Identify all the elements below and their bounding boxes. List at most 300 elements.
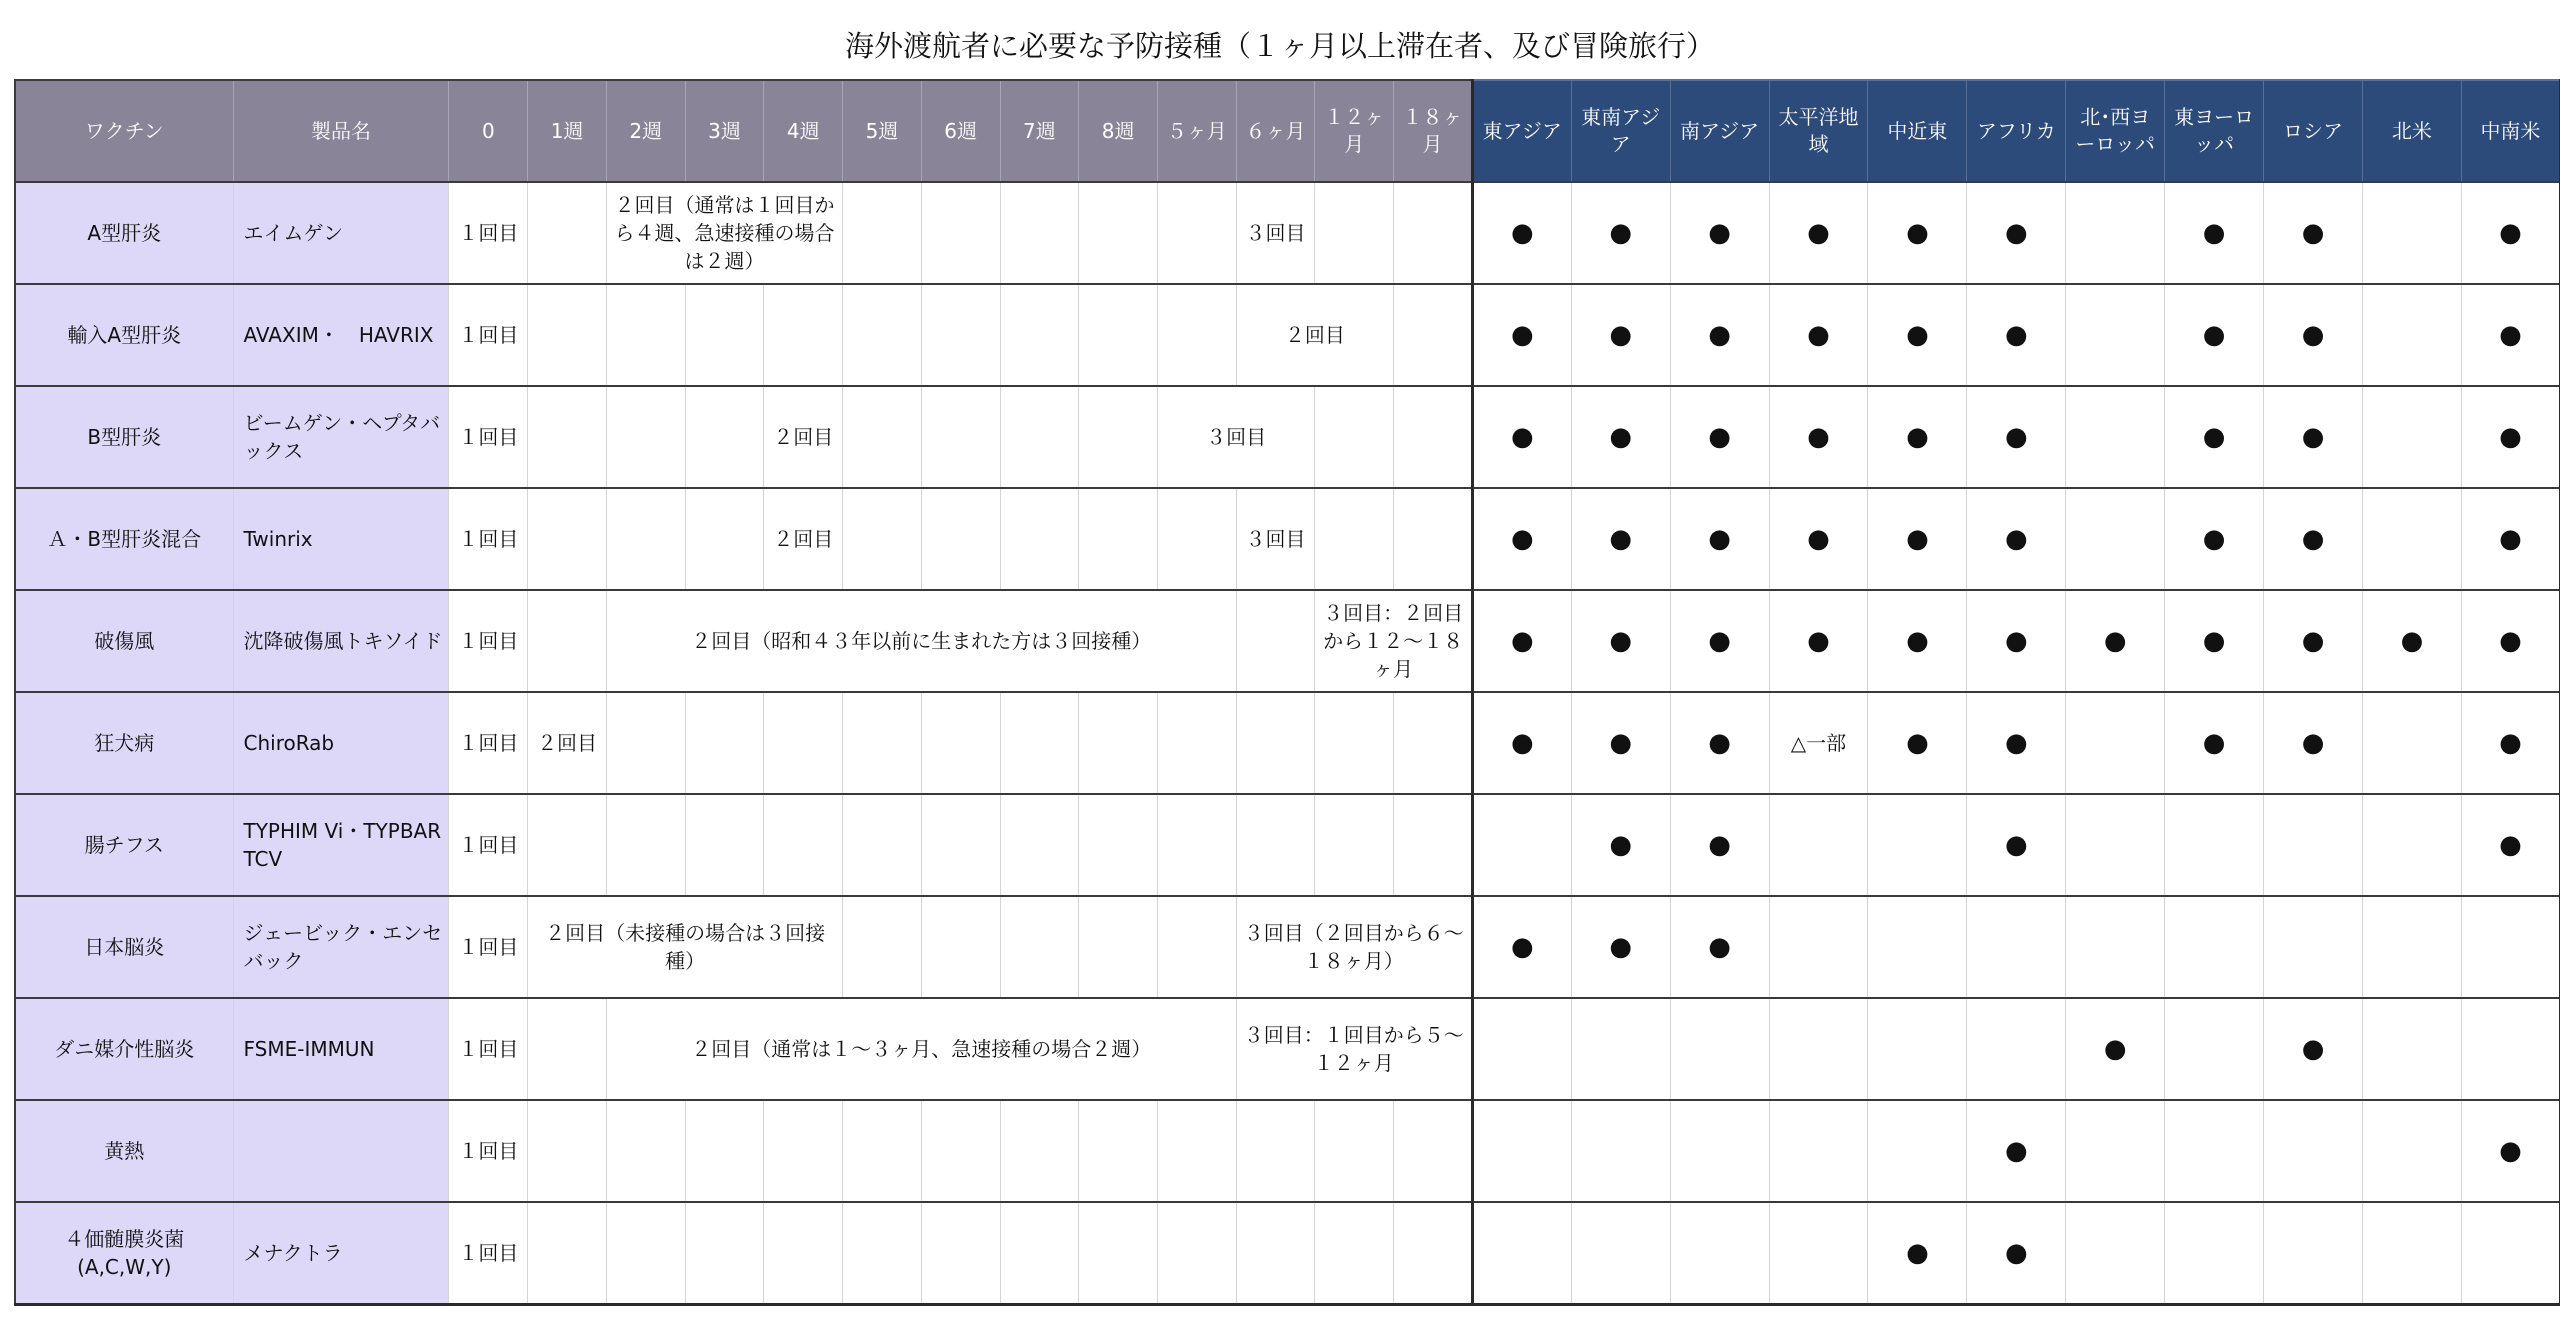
schedule-empty-cell (528, 1100, 607, 1202)
schedule-empty-cell (1236, 692, 1315, 794)
region-empty-cell (1571, 1100, 1670, 1202)
region-empty-cell (2362, 896, 2461, 998)
region-empty-cell (1868, 998, 1967, 1100)
region-required-dot: ● (2264, 692, 2363, 794)
schedule-empty-cell (1157, 284, 1236, 386)
vaccine-name: 腸チフス (15, 794, 233, 896)
schedule-empty-cell (1236, 590, 1315, 692)
region-required-dot: ● (2264, 182, 2363, 284)
region-empty-cell (2362, 488, 2461, 590)
region-required-dot: ● (1571, 590, 1670, 692)
table-row (15, 1202, 2560, 1304)
schedule-empty-cell (1157, 1100, 1236, 1202)
schedule-empty-cell (1000, 284, 1079, 386)
region-empty-cell (2066, 386, 2165, 488)
vaccine-name: B型肝炎 (15, 386, 233, 488)
region-required-dot: ● (2461, 284, 2560, 386)
region-required-dot: ● (1571, 284, 1670, 386)
vaccine-name: 輸入A型肝炎 (15, 284, 233, 386)
table-row (15, 284, 2560, 386)
header-product: 製品名 (233, 80, 449, 182)
header-region-4: 中近東 (1868, 80, 1967, 182)
schedule-dose: １回目 (449, 590, 528, 692)
schedule-empty-cell (606, 488, 685, 590)
header-region-6: 北･西ヨーロッパ (2066, 80, 2165, 182)
schedule-empty-cell (1079, 386, 1158, 488)
region-empty-cell (1472, 794, 1571, 896)
product-name: Twinrix (233, 488, 449, 590)
schedule-empty-cell (1394, 1100, 1473, 1202)
header-timeline-9: ５ヶ月 (1157, 80, 1236, 182)
schedule-dose: １回目 (449, 386, 528, 488)
schedule-empty-cell (1000, 182, 1079, 284)
schedule-empty-cell (685, 386, 764, 488)
schedule-empty-cell (843, 182, 922, 284)
region-empty-cell (1670, 998, 1769, 1100)
region-required-dot: ● (1967, 386, 2066, 488)
region-required-dot: ● (2165, 284, 2264, 386)
region-required-dot: ● (2461, 692, 2560, 794)
region-required-dot: ● (1868, 692, 1967, 794)
schedule-empty-cell (843, 284, 922, 386)
product-name (233, 1100, 449, 1202)
schedule-empty-cell (1157, 1202, 1236, 1304)
region-required-dot: ● (1967, 1100, 2066, 1202)
region-required-dot: ● (1967, 182, 2066, 284)
region-empty-cell (2264, 1202, 2363, 1304)
header-region-10: 中南米 (2461, 80, 2560, 182)
schedule-dose: ３回目 (1236, 182, 1315, 284)
table-row (15, 794, 2560, 896)
schedule-empty-cell (1000, 794, 1079, 896)
region-empty-cell (1769, 1202, 1868, 1304)
schedule-dose: １回目 (449, 182, 528, 284)
schedule-dose: １回目 (449, 794, 528, 896)
product-name: AVAXIM・ HAVRIX (233, 284, 449, 386)
schedule-dose: ２回目（通常は１〜３ヶ月、急速接種の場合２週） (606, 998, 1236, 1100)
schedule-empty-cell (843, 794, 922, 896)
schedule-empty-cell (843, 1100, 922, 1202)
schedule-dose: １回目 (449, 284, 528, 386)
vaccine-name: A型肝炎 (15, 182, 233, 284)
region-empty-cell (2362, 1202, 2461, 1304)
region-empty-cell (2362, 182, 2461, 284)
schedule-empty-cell (1079, 692, 1158, 794)
vaccine-name: 破傷風 (15, 590, 233, 692)
region-required-dot: ● (1967, 284, 2066, 386)
region-required-dot: ● (1670, 488, 1769, 590)
region-required-dot: ● (1769, 488, 1868, 590)
region-empty-cell (2461, 1202, 2560, 1304)
schedule-empty-cell (921, 1202, 1000, 1304)
region-required-dot: ● (1868, 386, 1967, 488)
schedule-empty-cell (606, 794, 685, 896)
schedule-empty-cell (528, 998, 607, 1100)
schedule-dose: １回目 (449, 692, 528, 794)
table-row (15, 182, 2560, 284)
region-required-dot: ● (1967, 1202, 2066, 1304)
vaccine-name: 黄熱 (15, 1100, 233, 1202)
schedule-empty-cell (1079, 182, 1158, 284)
schedule-dose: ２回目（未接種の場合は３回接種） (528, 896, 843, 998)
region-required-dot: ● (1769, 182, 1868, 284)
schedule-dose: １回目 (449, 1100, 528, 1202)
schedule-empty-cell (1157, 488, 1236, 590)
schedule-empty-cell (528, 182, 607, 284)
region-required-dot: ● (2066, 998, 2165, 1100)
schedule-empty-cell (921, 896, 1000, 998)
schedule-empty-cell (1079, 1100, 1158, 1202)
schedule-empty-cell (1315, 794, 1394, 896)
region-required-dot: ● (2066, 590, 2165, 692)
region-required-dot: ● (1472, 590, 1571, 692)
schedule-dose: ２回目 (764, 488, 843, 590)
schedule-dose: ２回目（昭和４３年以前に生まれた方は３回接種） (606, 590, 1236, 692)
header-timeline-7: 7週 (1000, 80, 1079, 182)
region-empty-cell (1868, 1100, 1967, 1202)
region-empty-cell (2165, 998, 2264, 1100)
region-required-dot: ● (2461, 386, 2560, 488)
header-region-3: 太平洋地域 (1769, 80, 1868, 182)
region-required-dot: ● (1472, 182, 1571, 284)
header-region-1: 東南アジア (1571, 80, 1670, 182)
header-vaccine: ワクチン (15, 80, 233, 182)
header-timeline-11: １２ヶ月 (1315, 80, 1394, 182)
schedule-empty-cell (1079, 284, 1158, 386)
schedule-empty-cell (1394, 488, 1473, 590)
region-required-dot: ● (2264, 590, 2363, 692)
schedule-dose: ３回目（２回目から６〜１８ヶ月） (1236, 896, 1472, 998)
table-row (15, 692, 2560, 794)
region-required-dot: ● (2165, 182, 2264, 284)
region-empty-cell (1472, 1100, 1571, 1202)
schedule-empty-cell (1079, 794, 1158, 896)
schedule-empty-cell (1236, 1100, 1315, 1202)
region-empty-cell (1472, 998, 1571, 1100)
region-empty-cell (1769, 1100, 1868, 1202)
page-title: 海外渡航者に必要な予防接種（１ヶ月以上滞在者、及び冒険旅行） (844, 29, 1715, 63)
region-empty-cell (2066, 284, 2165, 386)
region-empty-cell (2066, 182, 2165, 284)
product-name: TYPHIM Vi・TYPBAR TCV (233, 794, 449, 896)
header-region-5: アフリカ (1967, 80, 2066, 182)
region-required-dot: ● (1472, 386, 1571, 488)
schedule-empty-cell (606, 386, 685, 488)
region-empty-cell (1967, 998, 2066, 1100)
schedule-empty-cell (764, 1100, 843, 1202)
region-empty-cell (1769, 794, 1868, 896)
region-empty-cell (2066, 896, 2165, 998)
region-empty-cell (2066, 488, 2165, 590)
region-required-dot: ● (2461, 1100, 2560, 1202)
schedule-dose: ３回目 (1157, 386, 1314, 488)
schedule-empty-cell (1000, 488, 1079, 590)
region-required-dot: ● (1571, 488, 1670, 590)
schedule-empty-cell (1079, 488, 1158, 590)
vaccine-name: 狂犬病 (15, 692, 233, 794)
vaccine-name: Ａ・B型肝炎混合 (15, 488, 233, 590)
schedule-empty-cell (921, 1100, 1000, 1202)
region-required-dot: ● (2461, 590, 2560, 692)
region-required-dot: ● (1868, 284, 1967, 386)
schedule-empty-cell (528, 794, 607, 896)
region-empty-cell (2362, 386, 2461, 488)
region-required-dot: ● (1472, 896, 1571, 998)
region-required-dot: ● (2264, 488, 2363, 590)
schedule-empty-cell (1315, 488, 1394, 590)
schedule-empty-cell (606, 284, 685, 386)
region-required-dot: ● (2264, 386, 2363, 488)
region-required-dot: ● (2362, 590, 2461, 692)
product-name: 沈降破傷風トキソイド (233, 590, 449, 692)
table-row (15, 896, 2560, 998)
region-required-dot: ● (2165, 488, 2264, 590)
region-required-dot: ● (2165, 692, 2264, 794)
region-empty-cell (2362, 998, 2461, 1100)
region-empty-cell (1571, 1202, 1670, 1304)
schedule-dose: ２回目（通常は１回目から４週、急速接種の場合は２週） (606, 182, 842, 284)
schedule-empty-cell (528, 488, 607, 590)
region-required-dot: ● (1967, 794, 2066, 896)
schedule-empty-cell (1157, 692, 1236, 794)
region-required-dot: ● (1571, 386, 1670, 488)
region-empty-cell (1868, 896, 1967, 998)
region-required-dot: ● (2165, 590, 2264, 692)
schedule-empty-cell (843, 386, 922, 488)
header-timeline-8: 8週 (1079, 80, 1158, 182)
region-required-dot: ● (1967, 590, 2066, 692)
region-empty-cell (2264, 794, 2363, 896)
product-name: エイムゲン (233, 182, 449, 284)
region-required-dot: ● (1670, 692, 1769, 794)
region-empty-cell (2362, 794, 2461, 896)
region-required-dot: ● (1670, 182, 1769, 284)
schedule-empty-cell (764, 692, 843, 794)
region-required-dot: ● (1670, 386, 1769, 488)
region-required-dot: ● (1967, 692, 2066, 794)
schedule-empty-cell (1315, 182, 1394, 284)
schedule-dose: ３回目：１回目から５〜１２ヶ月 (1236, 998, 1472, 1100)
schedule-empty-cell (1394, 1202, 1473, 1304)
schedule-empty-cell (921, 488, 1000, 590)
header-timeline-6: 6週 (921, 80, 1000, 182)
product-name: ビームゲン・ヘプタバックス (233, 386, 449, 488)
schedule-empty-cell (606, 1100, 685, 1202)
schedule-dose: ３回目 (1236, 488, 1315, 590)
schedule-empty-cell (528, 386, 607, 488)
region-empty-cell (2461, 998, 2560, 1100)
region-empty-cell (2165, 896, 2264, 998)
schedule-empty-cell (1236, 794, 1315, 896)
schedule-empty-cell (921, 182, 1000, 284)
schedule-dose: ２回目 (764, 386, 843, 488)
schedule-empty-cell (685, 1100, 764, 1202)
header-timeline-10: ６ヶ月 (1236, 80, 1315, 182)
schedule-empty-cell (685, 794, 764, 896)
region-empty-cell (1571, 998, 1670, 1100)
table-row (15, 386, 2560, 488)
schedule-empty-cell (1315, 1202, 1394, 1304)
schedule-empty-cell (843, 1202, 922, 1304)
schedule-dose: ２回目 (528, 692, 607, 794)
region-partial-note: △一部 (1769, 692, 1868, 794)
schedule-empty-cell (921, 794, 1000, 896)
schedule-empty-cell (1000, 896, 1079, 998)
region-required-dot: ● (1571, 692, 1670, 794)
schedule-empty-cell (1000, 1202, 1079, 1304)
region-empty-cell (2066, 794, 2165, 896)
region-empty-cell (2362, 284, 2461, 386)
region-required-dot: ● (1769, 590, 1868, 692)
product-name: メナクトラ (233, 1202, 449, 1304)
product-name: FSME-IMMUN (233, 998, 449, 1100)
schedule-empty-cell (1394, 284, 1473, 386)
region-required-dot: ● (1670, 590, 1769, 692)
region-empty-cell (1670, 1100, 1769, 1202)
schedule-empty-cell (1157, 182, 1236, 284)
table-row (15, 998, 2560, 1100)
region-required-dot: ● (1868, 488, 1967, 590)
region-required-dot: ● (1472, 488, 1571, 590)
region-required-dot: ● (1868, 1202, 1967, 1304)
schedule-empty-cell (921, 386, 1000, 488)
schedule-empty-cell (528, 590, 607, 692)
product-name: ChiroRab (233, 692, 449, 794)
schedule-empty-cell (921, 692, 1000, 794)
schedule-dose: １回目 (449, 488, 528, 590)
schedule-empty-cell (764, 794, 843, 896)
schedule-empty-cell (1315, 692, 1394, 794)
schedule-empty-cell (1079, 1202, 1158, 1304)
schedule-empty-cell (921, 284, 1000, 386)
schedule-empty-cell (1000, 386, 1079, 488)
schedule-empty-cell (843, 488, 922, 590)
region-empty-cell (1769, 896, 1868, 998)
schedule-dose: ２回目 (1236, 284, 1393, 386)
region-empty-cell (1868, 794, 1967, 896)
region-required-dot: ● (1769, 386, 1868, 488)
region-required-dot: ● (2264, 998, 2363, 1100)
table-row (15, 488, 2560, 590)
region-empty-cell (2264, 1100, 2363, 1202)
region-required-dot: ● (1571, 794, 1670, 896)
schedule-empty-cell (1236, 1202, 1315, 1304)
schedule-dose: ３回目：２回目から１２〜１８ヶ月 (1315, 590, 1472, 692)
region-required-dot: ● (1868, 182, 1967, 284)
region-empty-cell (2362, 1100, 2461, 1202)
schedule-empty-cell (1394, 182, 1473, 284)
region-required-dot: ● (2165, 386, 2264, 488)
product-name: ジェービック・エンセバック (233, 896, 449, 998)
schedule-empty-cell (528, 1202, 607, 1304)
schedule-empty-cell (764, 284, 843, 386)
region-empty-cell (1670, 1202, 1769, 1304)
schedule-empty-cell (1315, 1100, 1394, 1202)
region-required-dot: ● (2461, 794, 2560, 896)
region-required-dot: ● (1670, 794, 1769, 896)
schedule-empty-cell (843, 896, 922, 998)
table-row (15, 590, 2560, 692)
region-empty-cell (2066, 1202, 2165, 1304)
region-required-dot: ● (2264, 284, 2363, 386)
schedule-dose: １回目 (449, 896, 528, 998)
schedule-empty-cell (1000, 1100, 1079, 1202)
region-empty-cell (2461, 896, 2560, 998)
schedule-empty-cell (1394, 386, 1473, 488)
region-required-dot: ● (1868, 590, 1967, 692)
region-empty-cell (1472, 1202, 1571, 1304)
schedule-empty-cell (606, 1202, 685, 1304)
region-empty-cell (2362, 692, 2461, 794)
region-required-dot: ● (1670, 284, 1769, 386)
header-timeline-12: １８ヶ月 (1394, 80, 1473, 182)
schedule-dose: １回目 (449, 998, 528, 1100)
vaccine-name: ４価髄膜炎菌(A,C,W,Y) (15, 1202, 233, 1304)
region-empty-cell (2264, 896, 2363, 998)
header-timeline-0: 0 (449, 80, 528, 182)
schedule-empty-cell (1394, 794, 1473, 896)
region-empty-cell (2165, 1100, 2264, 1202)
header-region-2: 南アジア (1670, 80, 1769, 182)
schedule-empty-cell (1000, 692, 1079, 794)
region-required-dot: ● (1571, 182, 1670, 284)
region-required-dot: ● (2461, 182, 2560, 284)
schedule-empty-cell (843, 692, 922, 794)
schedule-empty-cell (1157, 794, 1236, 896)
schedule-empty-cell (1157, 896, 1236, 998)
header-region-0: 東アジア (1472, 80, 1571, 182)
schedule-empty-cell (528, 284, 607, 386)
schedule-empty-cell (1315, 386, 1394, 488)
header-timeline-5: 5週 (843, 80, 922, 182)
region-empty-cell (1967, 896, 2066, 998)
schedule-empty-cell (1394, 692, 1473, 794)
region-required-dot: ● (1472, 284, 1571, 386)
header-timeline-1: 1週 (528, 80, 607, 182)
header-region-9: 北米 (2362, 80, 2461, 182)
schedule-empty-cell (685, 692, 764, 794)
header-row (15, 80, 2560, 182)
schedule-empty-cell (685, 1202, 764, 1304)
region-required-dot: ● (1670, 896, 1769, 998)
region-required-dot: ● (1967, 488, 2066, 590)
header-region-7: 東ヨーロッパ (2165, 80, 2264, 182)
header-timeline-3: 3週 (685, 80, 764, 182)
region-required-dot: ● (1472, 692, 1571, 794)
schedule-empty-cell (606, 692, 685, 794)
region-required-dot: ● (2461, 488, 2560, 590)
vaccination-table (14, 79, 2560, 1306)
region-required-dot: ● (1571, 896, 1670, 998)
vaccine-name: ダニ媒介性脳炎 (15, 998, 233, 1100)
region-empty-cell (2066, 692, 2165, 794)
schedule-empty-cell (764, 1202, 843, 1304)
region-empty-cell (2066, 1100, 2165, 1202)
header-timeline-4: 4週 (764, 80, 843, 182)
region-required-dot: ● (1769, 284, 1868, 386)
region-empty-cell (2165, 794, 2264, 896)
header-region-8: ロシア (2264, 80, 2363, 182)
schedule-dose: １回目 (449, 1202, 528, 1304)
vaccine-name: 日本脳炎 (15, 896, 233, 998)
region-empty-cell (2165, 1202, 2264, 1304)
schedule-empty-cell (685, 488, 764, 590)
header-timeline-2: 2週 (606, 80, 685, 182)
schedule-empty-cell (1079, 896, 1158, 998)
schedule-empty-cell (685, 284, 764, 386)
region-empty-cell (1769, 998, 1868, 1100)
table-row (15, 1100, 2560, 1202)
